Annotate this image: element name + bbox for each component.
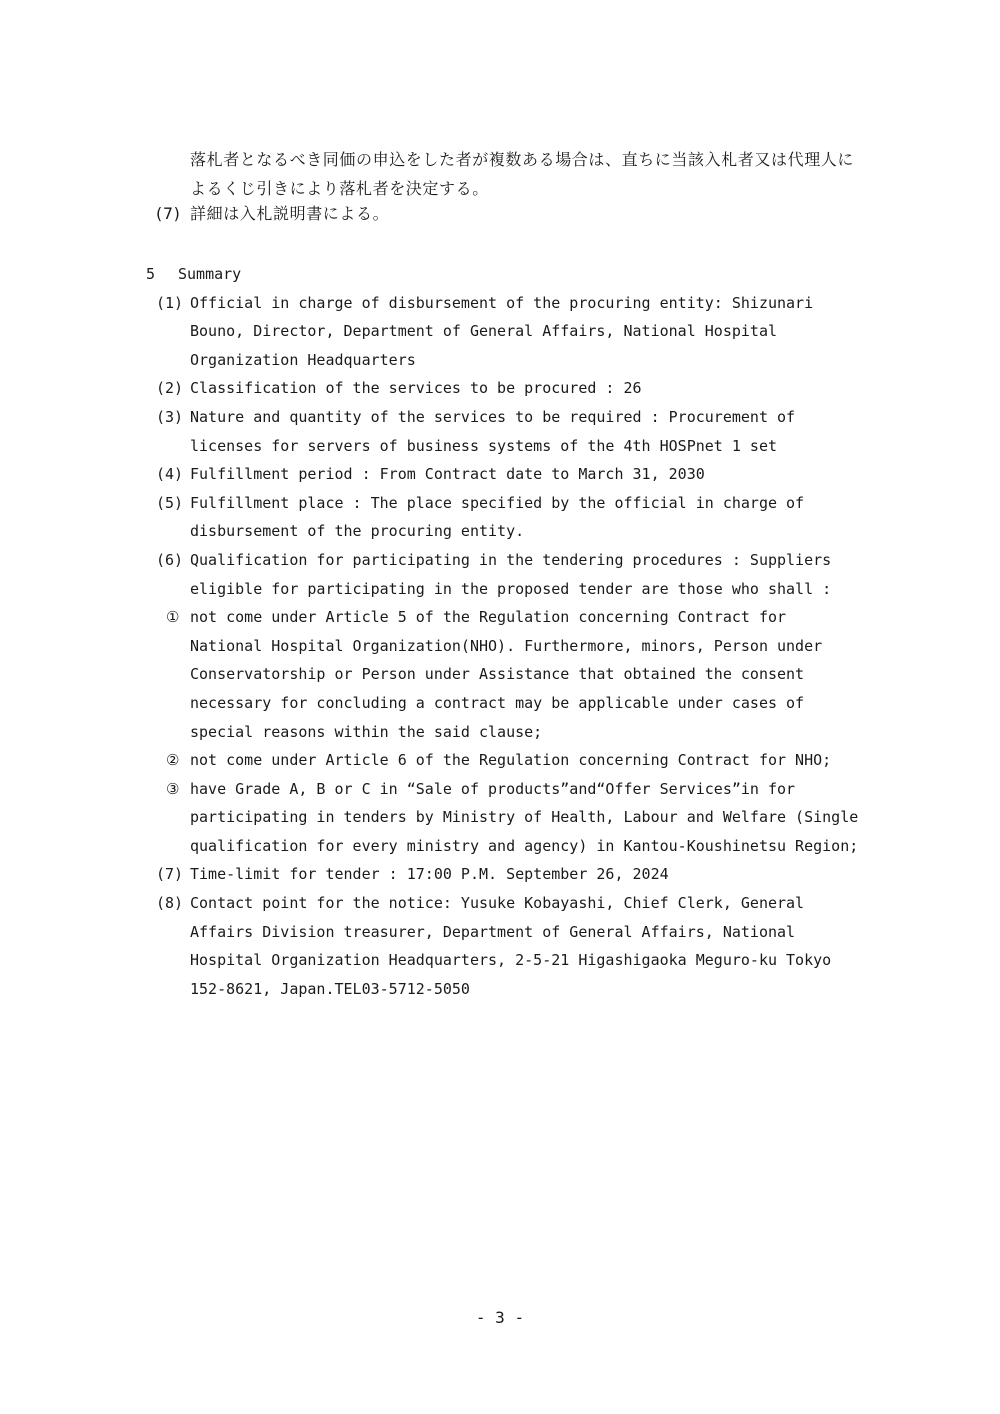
item-marker: (2) xyxy=(156,379,184,398)
summary-section xyxy=(146,260,866,1003)
summary-item-7 xyxy=(146,860,866,889)
item-marker: (5) xyxy=(156,493,184,512)
item-marker: (7) xyxy=(156,865,184,884)
summary-item-4 xyxy=(146,460,866,489)
section-number: 5 xyxy=(146,265,156,283)
qualification-sub-item-1 xyxy=(146,603,866,746)
summary-item-2 xyxy=(146,374,866,403)
item-marker: (1) xyxy=(156,293,184,312)
item-text: Qualification for participating in the tendering procedures : Suppliers eligible for participating in the proposed tender are those who shall : xyxy=(190,550,832,598)
item-text: Classification of the services to be procured : 26 xyxy=(190,379,642,398)
item-text: Time-limit for tender : 17:00 P.M. September 26, 2024 xyxy=(190,865,669,884)
japanese-item-7-number: (7) xyxy=(156,204,181,223)
qualification-sub-item-3 xyxy=(146,775,866,861)
item-text: Fulfillment period : From Contract date to March 31, 2030 xyxy=(190,465,705,484)
summary-heading xyxy=(146,260,866,289)
japanese-paragraph: 落札者となるべき同価の申込をした者が複数ある場合は、直ちに当該入札者又は代理人によるくじ引きにより落札者を決定する。 xyxy=(190,150,855,198)
japanese-item-7-text: 詳細は入札説明書による。 xyxy=(190,204,390,223)
summary-item-3 xyxy=(146,403,866,460)
summary-item-6 xyxy=(146,546,866,603)
item-text: not come under Article 5 of the Regulation concerning Contract for National Hospital Organization(NHO). Furthermore, minors, Person under Conservatorship or Person under Assistance that obtained the consent necessary for concluding a contract may be applicable under cases of special reasons within the said clause; xyxy=(190,608,823,741)
item-text: Official in charge of disbursement of the procuring entity: Shizunari Bouno, Director, Department of General Affairs, National Hospital Organization Headquarters xyxy=(190,293,814,369)
summary-item-8 xyxy=(146,889,866,1003)
summary-item-1 xyxy=(146,289,866,375)
item-marker: (6) xyxy=(156,550,184,569)
summary-item-5 xyxy=(146,489,866,546)
qualification-sub-item-2 xyxy=(146,746,866,775)
japanese-item-7 xyxy=(156,203,389,225)
circled-number-marker: ② xyxy=(166,751,180,770)
item-marker: (8) xyxy=(156,894,184,913)
item-text: Contact point for the notice: Yusuke Kobayashi, Chief Clerk, General Affairs Division treasurer, Department of General Affairs, National Hospital Organization Headquarters, 2-5-21 Higashigaoka Meguro-ku Tokyo 152-8621, Japan.TEL03-5712-5050 xyxy=(190,894,832,998)
item-text: not come under Article 6 of the Regulation concerning Contract for NHO; xyxy=(190,751,832,770)
item-text: Nature and quantity of the services to be required : Procurement of licenses for servers of business systems of the 4th HOSPnet 1 set xyxy=(190,407,796,455)
circled-number-marker: ③ xyxy=(166,779,180,798)
item-marker: (3) xyxy=(156,407,184,426)
item-marker: (4) xyxy=(156,465,184,484)
section-title: Summary xyxy=(178,265,242,283)
circled-number-marker: ① xyxy=(166,608,180,627)
item-text: Fulfillment place : The place specified by the official in charge of disbursement of the procuring entity. xyxy=(190,493,805,541)
item-text: have Grade A, B or C in “Sale of products”and“Offer Services”in for participating in tenders by Ministry of Health, Labour and Welfare (Single qualification for every ministry and agency) in Kantou-Koushinetsu Region; xyxy=(190,779,859,855)
page-number: - 3 - xyxy=(475,1308,525,1327)
